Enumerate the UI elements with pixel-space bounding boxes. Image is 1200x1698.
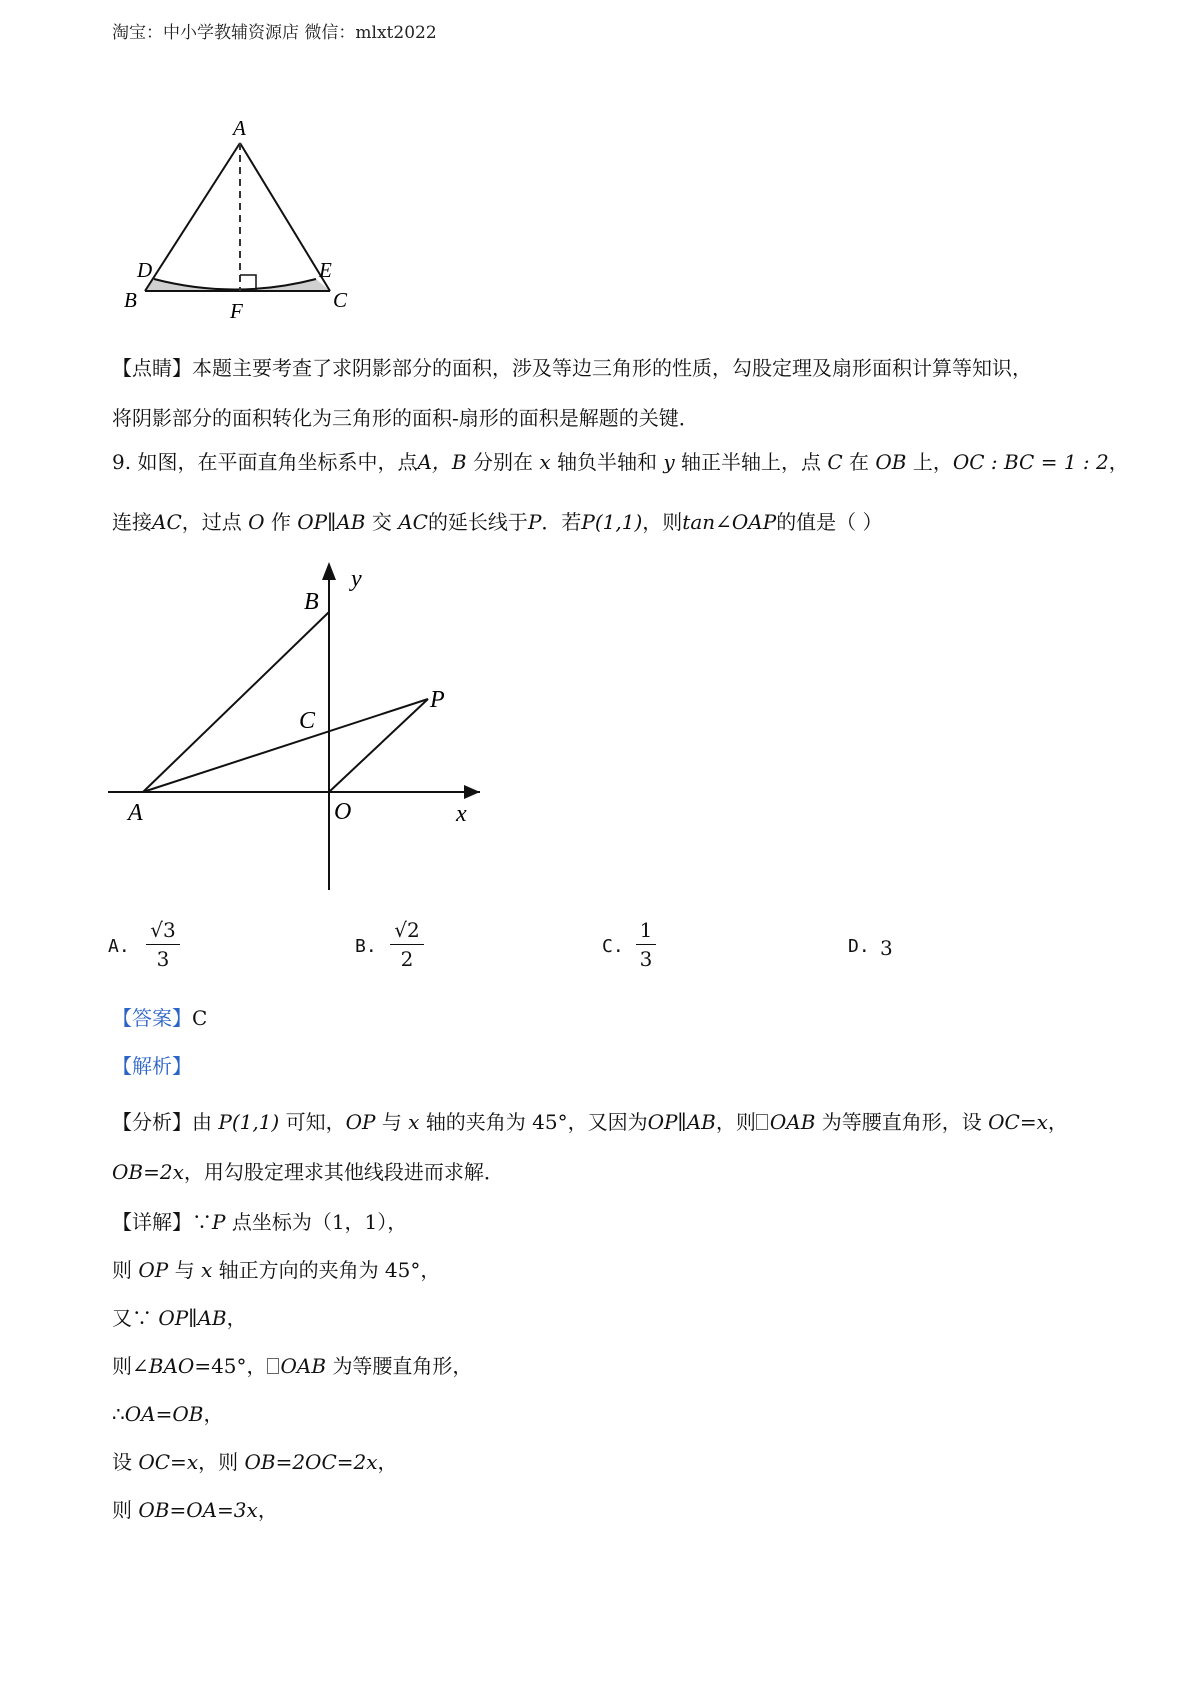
dt-oa-ob: OA=OB bbox=[124, 1402, 204, 1426]
question-number: 9. bbox=[112, 450, 132, 474]
detail-line-2 bbox=[112, 1256, 440, 1284]
fx-parallel: OP∥AB bbox=[647, 1110, 716, 1134]
dt-text: ∴ bbox=[112, 1402, 125, 1426]
q-x: x bbox=[539, 450, 551, 474]
label-c: C bbox=[299, 708, 316, 734]
label-b: B bbox=[124, 288, 137, 312]
dt-text: 轴正方向的夹角为 45°， bbox=[218, 1258, 441, 1282]
dt-text: 与 bbox=[174, 1258, 195, 1282]
triangle-symbol-box bbox=[267, 1358, 279, 1374]
label-b: B bbox=[304, 589, 319, 615]
dianjing-tag: 【点睛】 bbox=[112, 356, 192, 380]
question-line-2 bbox=[112, 508, 883, 536]
option-d-value: 3 bbox=[880, 936, 893, 960]
q-text: ，过点 bbox=[181, 510, 242, 534]
dianjing-line-2: 将阴影部分的面积转化为三角形的面积-扇形的面积是解题的关键． bbox=[112, 406, 699, 430]
dt-bao: BAO bbox=[148, 1354, 195, 1378]
fx-text: 为等腰直角形，设 bbox=[821, 1110, 982, 1134]
q-text: 连接 bbox=[112, 510, 152, 534]
dianjing-line-1 bbox=[112, 354, 1032, 382]
fx-text: 轴的夹角为 45°，又因为 bbox=[425, 1110, 648, 1134]
detail-line-1 bbox=[112, 1208, 407, 1236]
q-text: 在 bbox=[849, 450, 870, 474]
dt-text: 则 bbox=[112, 1498, 132, 1522]
option-b-denominator: 2 bbox=[400, 947, 414, 971]
q-text: 轴负半轴和 bbox=[556, 450, 657, 474]
q-ac: AC bbox=[398, 510, 428, 534]
y-axis-arrow bbox=[322, 562, 336, 580]
option-b-label: B. bbox=[355, 936, 377, 957]
q-c: C bbox=[827, 450, 843, 474]
q-text: 作 bbox=[270, 510, 291, 534]
label-d: D bbox=[137, 258, 153, 282]
option-a-numerator: √3 bbox=[150, 918, 176, 942]
q-text: 上， bbox=[912, 450, 953, 474]
dt-ocx: OC=x bbox=[138, 1450, 199, 1474]
option-b-numerator: √2 bbox=[394, 918, 420, 942]
fraction-bar bbox=[390, 944, 424, 945]
fx-x: x bbox=[408, 1110, 420, 1134]
label-e: E bbox=[319, 258, 332, 282]
watermark-text: 淘宝：中小学教辅资源店 微信：mlxt2022 bbox=[112, 23, 437, 43]
dt-text: 为等腰直角形， bbox=[332, 1354, 473, 1378]
fenxi-line-2 bbox=[112, 1158, 504, 1186]
dt-parallel: OP∥AB bbox=[158, 1306, 227, 1330]
option-c-fraction bbox=[636, 918, 656, 971]
dt-ob2oc: OB=2OC=2x bbox=[244, 1450, 378, 1474]
dt-text: ， bbox=[203, 1402, 224, 1426]
detail-line-3 bbox=[112, 1304, 247, 1332]
label-c: C bbox=[333, 288, 348, 312]
jiexi-tag: 【解析】 bbox=[112, 1054, 192, 1078]
dt-text: 点坐标为（1，1）， bbox=[231, 1210, 408, 1234]
detail-tag: 【详解】 bbox=[112, 1210, 192, 1234]
label-o: O bbox=[334, 799, 352, 825]
segment-ap bbox=[143, 699, 428, 792]
fx-oab: OAB bbox=[769, 1110, 816, 1134]
label-y: y bbox=[351, 566, 362, 592]
dianjing-text-1: 本题主要考查了求阴影部分的面积，涉及等边三角形的性质，勾股定理及扇形面积计算等知识， bbox=[192, 356, 1032, 380]
detail-line-4 bbox=[112, 1352, 472, 1380]
answer-line bbox=[112, 1004, 207, 1032]
side-ac bbox=[240, 143, 330, 291]
dt-text: 又∵ bbox=[112, 1306, 152, 1330]
figure-coordinate-diagram bbox=[108, 562, 488, 892]
dt-text: 则 bbox=[112, 1258, 132, 1282]
q-text: 分别在 bbox=[472, 450, 533, 474]
q-text: 的值是（ ） bbox=[776, 510, 883, 534]
fx-p11: P(1,1) bbox=[218, 1110, 280, 1134]
option-a-fraction bbox=[146, 918, 180, 971]
fenxi-tag: 【分析】 bbox=[112, 1110, 192, 1134]
dt-text: =45°， bbox=[194, 1354, 267, 1378]
option-a-label: A. bbox=[108, 936, 130, 957]
q-tan: tan∠OAP bbox=[682, 510, 777, 534]
label-f: F bbox=[230, 299, 243, 320]
side-ab bbox=[145, 143, 240, 291]
q-text: 的延长线于 bbox=[427, 510, 528, 534]
fx-text: 由 bbox=[192, 1110, 212, 1134]
label-a: A bbox=[128, 800, 143, 826]
option-c-label: C. bbox=[602, 936, 624, 957]
dt-text: 设 bbox=[112, 1450, 132, 1474]
dt-p: P bbox=[212, 1210, 226, 1234]
q-text: ．若 bbox=[541, 510, 582, 534]
question-line-1: 9. 如图，在平面直角坐标系中，点A，B 分别在 x 轴负半轴和 y 轴正半轴上，点 C 在 OB 上，OC : BC = 1 : 2， bbox=[112, 450, 1129, 474]
detail-line-6 bbox=[112, 1448, 398, 1476]
figure-triangle-sector bbox=[120, 115, 360, 320]
q-ac: AC bbox=[152, 510, 182, 534]
q-ob: OB bbox=[875, 450, 907, 474]
option-a-denominator: 3 bbox=[156, 947, 170, 971]
fx-text: ，用勾股定理求其他线段进而求解． bbox=[183, 1160, 504, 1184]
fraction-bar bbox=[146, 944, 180, 945]
answer-value: C bbox=[192, 1006, 208, 1030]
triangle-symbol-box bbox=[756, 1114, 768, 1130]
x-axis-arrow bbox=[464, 785, 480, 799]
option-d-label: D. bbox=[848, 936, 870, 957]
label-a: A bbox=[233, 116, 246, 140]
dt-op: OP bbox=[138, 1258, 169, 1282]
label-p: P bbox=[430, 687, 445, 713]
fx-obx: OB=2x bbox=[112, 1160, 184, 1184]
label-x: x bbox=[456, 801, 467, 827]
dt-text: ， bbox=[257, 1498, 278, 1522]
q-text: ，则 bbox=[642, 510, 683, 534]
option-c-numerator: 1 bbox=[639, 918, 653, 942]
fx-text: 可知， bbox=[285, 1110, 346, 1134]
q-y: y bbox=[663, 450, 675, 474]
fx-text: ，则 bbox=[715, 1110, 756, 1134]
fx-op: OP bbox=[345, 1110, 376, 1134]
q-o: O bbox=[248, 510, 265, 534]
dt-text: ∵ bbox=[192, 1210, 212, 1234]
q-ratio: OC : BC = 1 : 2 bbox=[952, 450, 1109, 474]
dt-ob-oa: OB=OA=3x bbox=[138, 1498, 258, 1522]
detail-line-7 bbox=[112, 1496, 278, 1524]
fx-ocx: OC=x bbox=[988, 1110, 1048, 1134]
segment-ab bbox=[143, 612, 329, 792]
answer-tag: 【答案】 bbox=[112, 1006, 192, 1030]
option-c-denominator: 3 bbox=[639, 947, 653, 971]
q-p11: P(1,1) bbox=[581, 510, 643, 534]
q-p: P bbox=[527, 510, 542, 534]
q-text: 交 bbox=[371, 510, 392, 534]
fraction-bar bbox=[636, 944, 656, 945]
option-b-fraction bbox=[390, 918, 424, 971]
q-text: 轴正半轴上，点 bbox=[680, 450, 821, 474]
fenxi-line-1 bbox=[112, 1108, 1068, 1136]
q-op-parallel-ab: OP∥AB bbox=[297, 510, 366, 534]
dt-text: 则∠ bbox=[112, 1354, 149, 1378]
dt-text: ，则 bbox=[198, 1450, 239, 1474]
q-points-ab: A，B bbox=[417, 450, 467, 474]
segment-op bbox=[329, 699, 428, 792]
detail-line-5 bbox=[112, 1400, 223, 1428]
fx-text: ， bbox=[1047, 1110, 1068, 1134]
q-text: 如图，在平面直角坐标系中，点 bbox=[137, 450, 418, 474]
fx-text: 与 bbox=[381, 1110, 402, 1134]
dt-x: x bbox=[200, 1258, 213, 1282]
dt-oab: OAB bbox=[280, 1354, 327, 1378]
dt-text: ， bbox=[226, 1306, 247, 1330]
dt-text: ， bbox=[377, 1450, 398, 1474]
